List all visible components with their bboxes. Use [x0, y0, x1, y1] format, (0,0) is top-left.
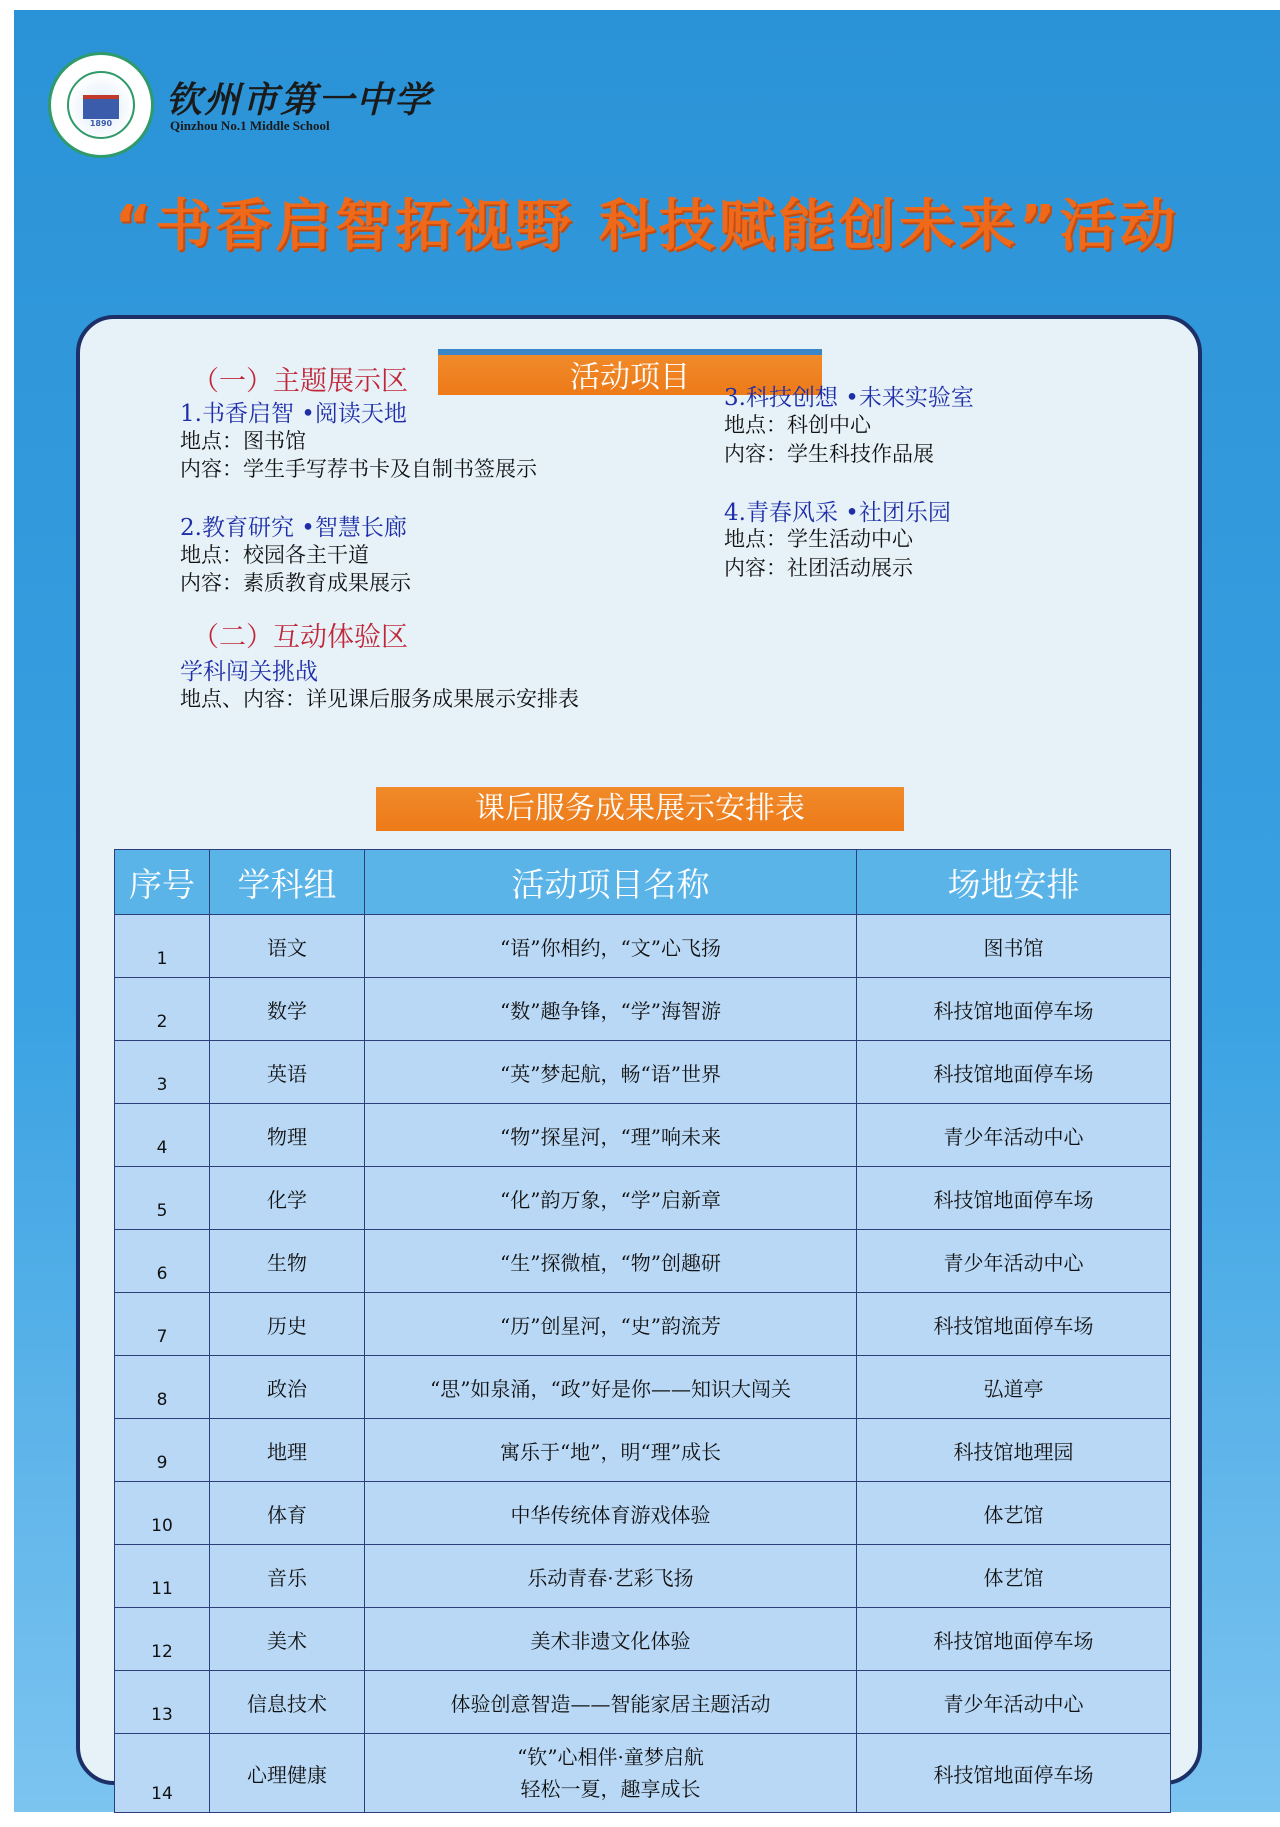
- table-row: [115, 1545, 1171, 1608]
- item2-title: 2.教育研究 •智慧长廊: [180, 515, 407, 541]
- schedule-banner: 课后服务成果展示安排表: [376, 787, 904, 831]
- row-seq: 11: [115, 1545, 210, 1608]
- row-activity-name: 乐动青春·艺彩飞扬: [365, 1545, 857, 1608]
- row-venue: 科技馆地面停车场: [857, 978, 1171, 1041]
- table-row: [115, 1419, 1171, 1482]
- school-logo-icon: [48, 52, 154, 158]
- school-name-english: Qinzhou No.1 Middle School: [170, 118, 330, 133]
- row-subject: 政治: [210, 1356, 365, 1419]
- row-seq: 6: [115, 1230, 210, 1293]
- item4-title: 4.青春风采 •社团乐园: [724, 500, 951, 526]
- table-row: [115, 1293, 1171, 1356]
- row-subject: 体育: [210, 1482, 365, 1545]
- row-seq: 14: [115, 1734, 210, 1813]
- section2-title: 学科闯关挑战: [180, 659, 318, 685]
- row-venue: 弘道亭: [857, 1356, 1171, 1419]
- item1-content: 内容：学生手写荐书卡及自制书签展示: [180, 457, 537, 481]
- row-activity-name: [365, 1734, 857, 1813]
- table-row: [115, 1671, 1171, 1734]
- row-activity-name: “英”梦起航，畅“语”世界: [365, 1041, 857, 1104]
- section2-heading: （二）互动体验区: [192, 622, 408, 653]
- row-seq: 4: [115, 1104, 210, 1167]
- table-row: [115, 1356, 1171, 1419]
- table-header-row: [115, 850, 1171, 915]
- row-subject: 地理: [210, 1419, 365, 1482]
- row-activity-name-line2: 轻松一夏，趣享成长: [520, 1777, 701, 1801]
- row-venue: 科技馆地面停车场: [857, 1608, 1171, 1671]
- item4-content: 内容：社团活动展示: [724, 556, 913, 580]
- row-activity-name: “语”你相约，“文”心飞扬: [365, 915, 857, 978]
- row-seq: 12: [115, 1608, 210, 1671]
- table-row: [115, 915, 1171, 978]
- row-activity-name: “数”趣争锋，“学”海智游: [365, 978, 857, 1041]
- row-venue: 科技馆地理园: [857, 1419, 1171, 1482]
- row-seq: 2: [115, 978, 210, 1041]
- school-name-chinese: 钦州市第一中学: [166, 79, 433, 121]
- header-venue: 场地安排: [857, 850, 1171, 915]
- row-venue: 科技馆地面停车场: [857, 1734, 1171, 1813]
- row-seq: 8: [115, 1356, 210, 1419]
- logo-building-icon: [83, 95, 119, 119]
- table-row: [115, 1104, 1171, 1167]
- row-activity-name: “化”韵万象，“学”启新章: [365, 1167, 857, 1230]
- table-row: [115, 1734, 1171, 1813]
- row-subject: 美术: [210, 1608, 365, 1671]
- row-venue: 体艺馆: [857, 1482, 1171, 1545]
- row-venue: 科技馆地面停车场: [857, 1293, 1171, 1356]
- row-subject: 音乐: [210, 1545, 365, 1608]
- row-venue: 青少年活动中心: [857, 1671, 1171, 1734]
- row-activity-name: 体验创意智造——智能家居主题活动: [365, 1671, 857, 1734]
- item2-content: 内容：素质教育成果展示: [180, 571, 411, 595]
- row-venue: 科技馆地面停车场: [857, 1167, 1171, 1230]
- header-activity-name: 活动项目名称: [365, 850, 857, 915]
- row-subject: 英语: [210, 1041, 365, 1104]
- table-row: [115, 1167, 1171, 1230]
- item3-content: 内容：学生科技作品展: [724, 442, 934, 466]
- table-row: [115, 1230, 1171, 1293]
- projects-banner: 活动项目: [438, 349, 822, 395]
- item1-location: 地点：图书馆: [180, 429, 306, 453]
- row-activity-name-line1: “钦”心相伴·童梦启航: [517, 1745, 704, 1769]
- item3-title: 3.科技创想 •未来实验室: [724, 385, 974, 411]
- row-subject: 物理: [210, 1104, 365, 1167]
- row-subject: 历史: [210, 1293, 365, 1356]
- item4-location: 地点：学生活动中心: [724, 527, 913, 551]
- row-activity-name: “生”探微植，“物”创趣研: [365, 1230, 857, 1293]
- row-seq: 1: [115, 915, 210, 978]
- row-venue: 体艺馆: [857, 1545, 1171, 1608]
- row-activity-name: “历”创星河，“史”韵流芳: [365, 1293, 857, 1356]
- row-venue: 图书馆: [857, 915, 1171, 978]
- item1-title: 1.书香启智 •阅读天地: [180, 401, 407, 427]
- row-activity-name: “思”如泉涌，“政”好是你——知识大闯关: [365, 1356, 857, 1419]
- row-activity-name: “物”探星河，“理”响未来: [365, 1104, 857, 1167]
- poster: [14, 10, 1280, 1812]
- row-subject: 信息技术: [210, 1671, 365, 1734]
- row-seq: 5: [115, 1167, 210, 1230]
- schedule-table: [114, 849, 1171, 1813]
- row-seq: 13: [115, 1671, 210, 1734]
- header-seq: 序号: [115, 850, 210, 915]
- row-venue: 青少年活动中心: [857, 1230, 1171, 1293]
- item3-location: 地点：科创中心: [724, 413, 871, 437]
- section2-detail: 地点、内容：详见课后服务成果展示安排表: [180, 687, 579, 711]
- row-seq: 3: [115, 1041, 210, 1104]
- row-subject: 生物: [210, 1230, 365, 1293]
- row-subject: 化学: [210, 1167, 365, 1230]
- row-venue: 科技馆地面停车场: [857, 1041, 1171, 1104]
- row-venue: 青少年活动中心: [857, 1104, 1171, 1167]
- header-subject: 学科组: [210, 850, 365, 915]
- item2-location: 地点：校园各主干道: [180, 543, 369, 567]
- row-subject: 数学: [210, 978, 365, 1041]
- row-activity-name: 中华传统体育游戏体验: [365, 1482, 857, 1545]
- row-seq: 7: [115, 1293, 210, 1356]
- logo-inner-ring: [67, 71, 135, 139]
- table-row: [115, 978, 1171, 1041]
- poster-title: “书香启智拓视野 科技赋能创未来”活动: [114, 194, 1180, 259]
- section1-heading: （一）主题展示区: [192, 366, 408, 397]
- row-subject: 心理健康: [210, 1734, 365, 1813]
- row-subject: 语文: [210, 915, 365, 978]
- row-activity-name: 寓乐于“地”，明“理”成长: [365, 1419, 857, 1482]
- row-seq: 9: [115, 1419, 210, 1482]
- table-row: [115, 1608, 1171, 1671]
- table-row: [115, 1482, 1171, 1545]
- logo-year: 1890: [89, 119, 113, 128]
- table-row: [115, 1041, 1171, 1104]
- row-seq: 10: [115, 1482, 210, 1545]
- row-activity-name: 美术非遗文化体验: [365, 1608, 857, 1671]
- content-card: [76, 315, 1202, 1804]
